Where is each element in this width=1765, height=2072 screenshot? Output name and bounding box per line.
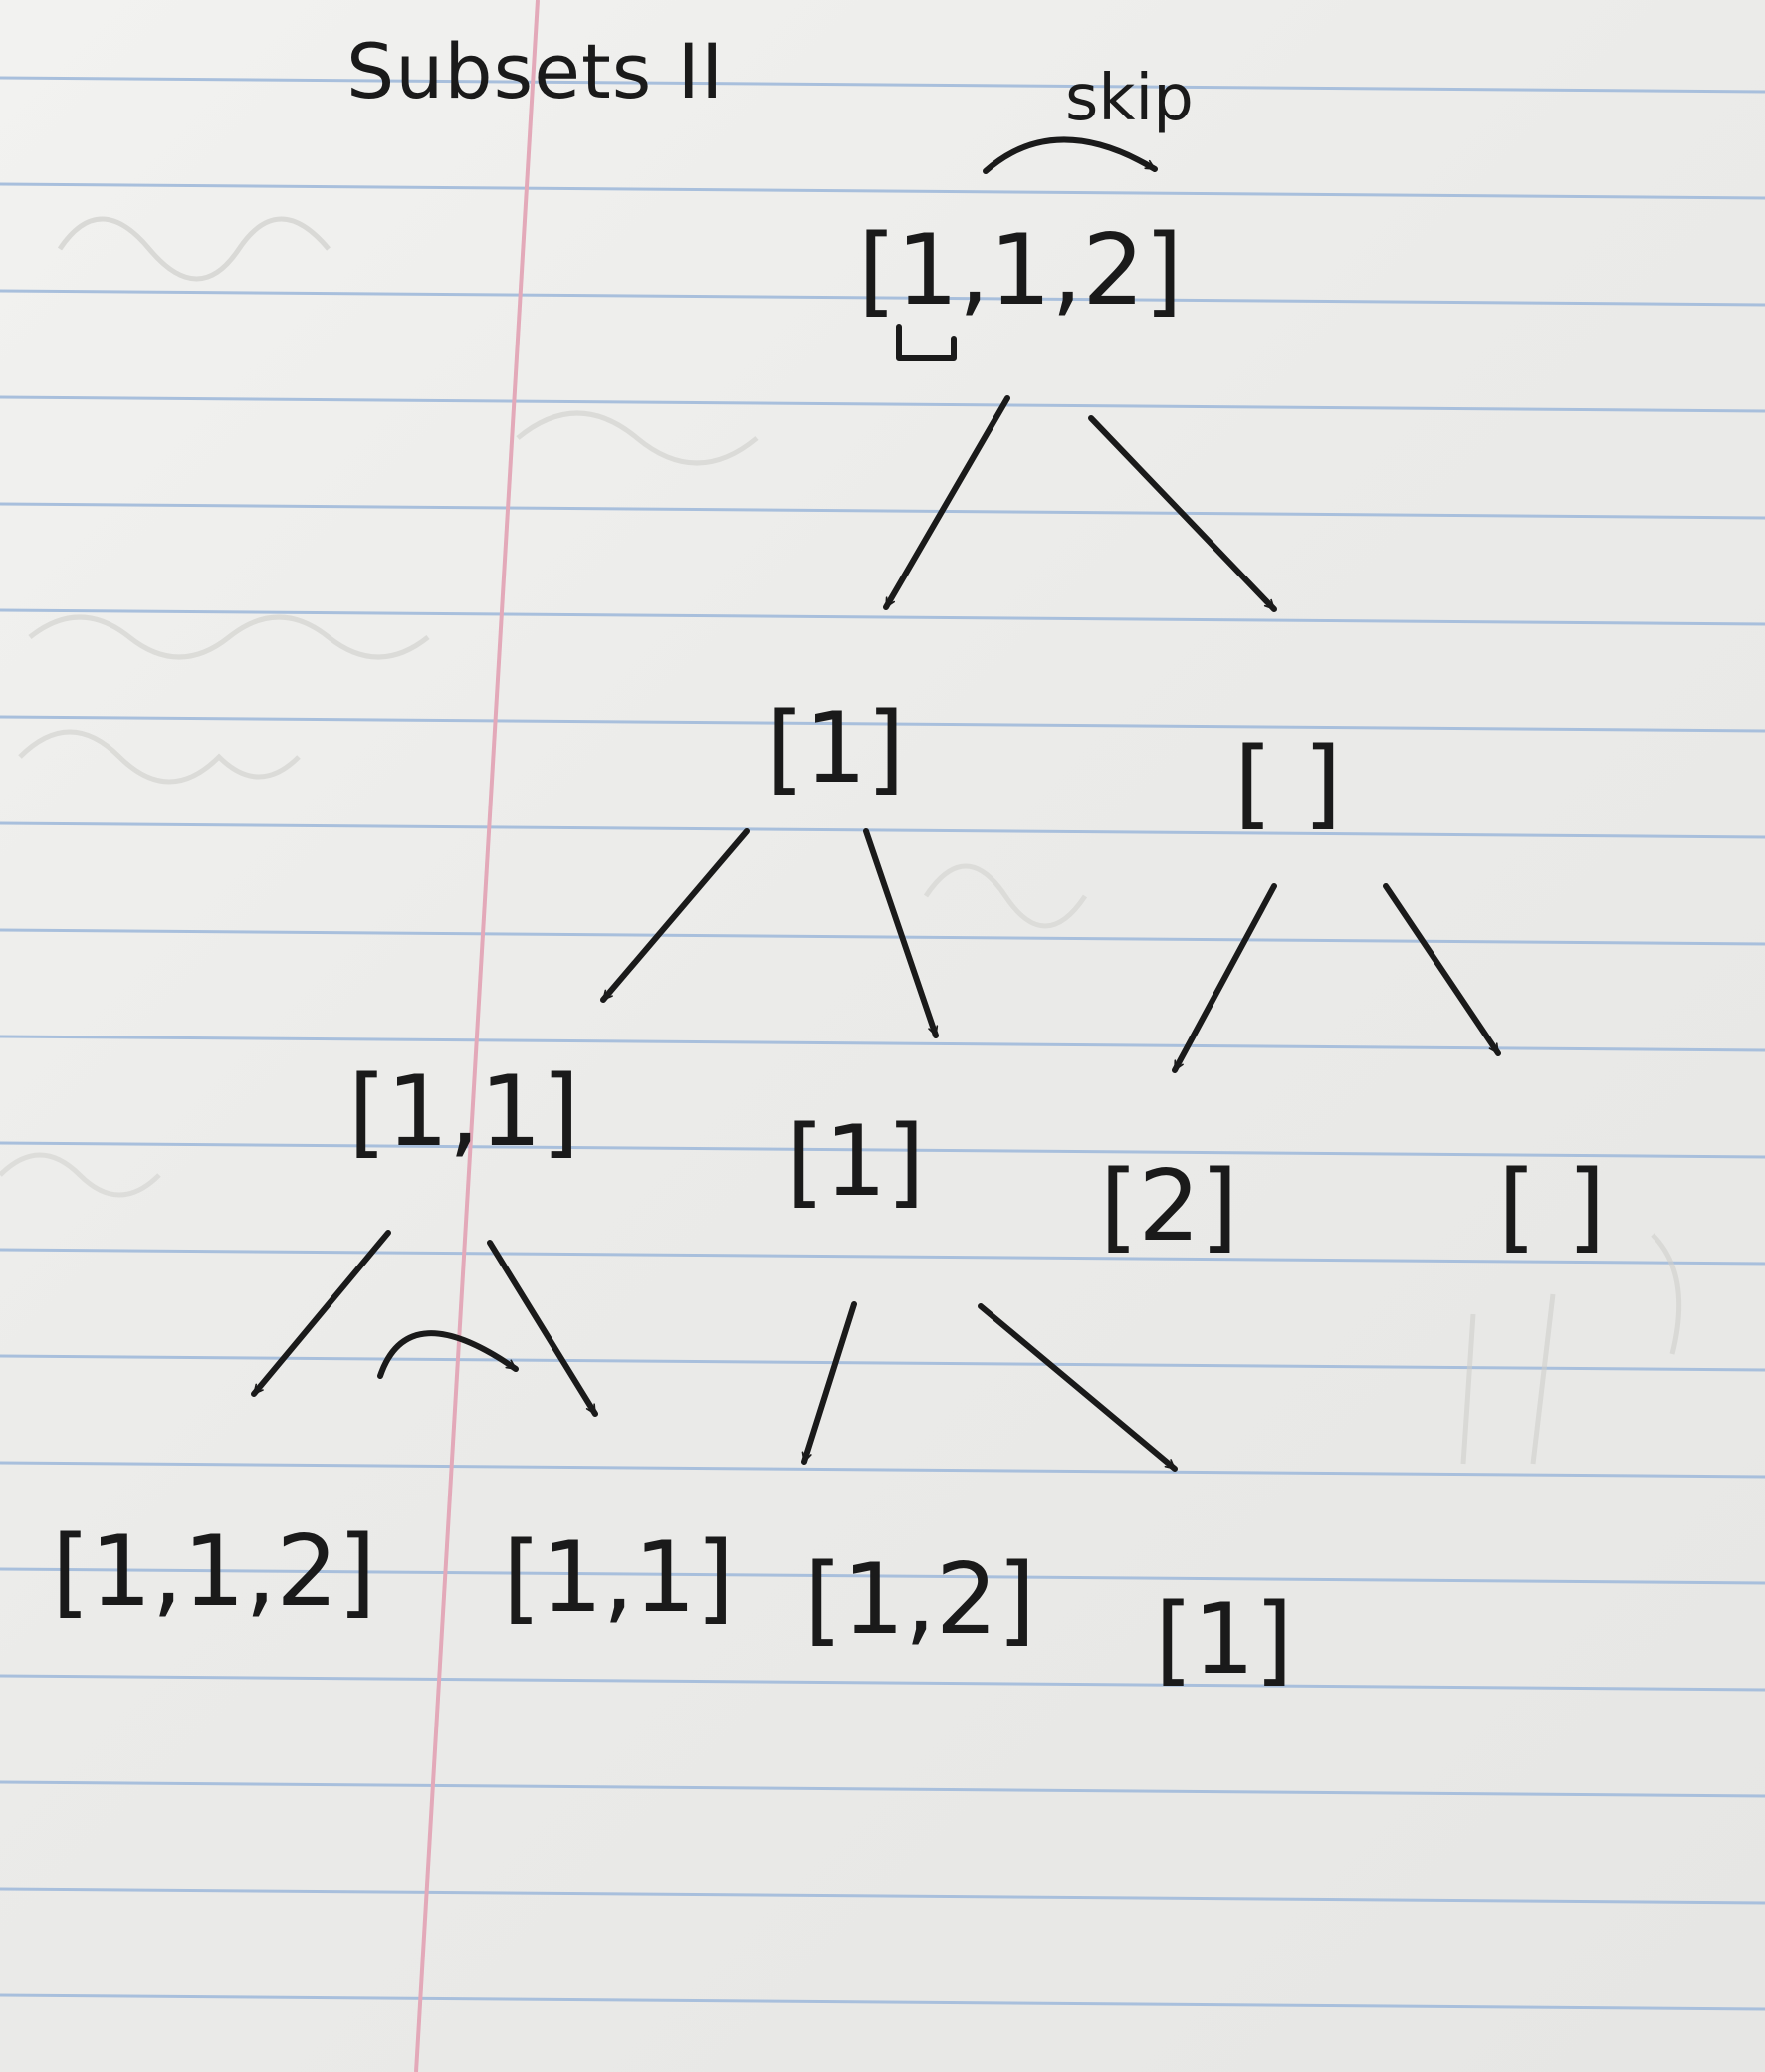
level1-left-node: [1] [767, 692, 905, 806]
edge-l2a-to-l3b [490, 1243, 595, 1414]
edge-l2b-to-l3d [981, 1306, 1175, 1469]
edge-l2a-to-l3a [254, 1233, 388, 1394]
margin-line [416, 0, 538, 2072]
skip-annotation: skip [1065, 62, 1194, 135]
level2-a-node: [1,1] [348, 1055, 580, 1169]
skip-arrow [986, 139, 1155, 171]
ruled-lines [0, 78, 1765, 2009]
level2-d-node: [ ] [1498, 1150, 1606, 1264]
first-element-bracket [899, 327, 954, 358]
level3-d-node: [1] [1155, 1583, 1293, 1697]
level3-b-node: [1,1] [503, 1521, 735, 1635]
edge-l1right-to-l2c [1175, 886, 1274, 1070]
bleed-through-marks [0, 219, 1679, 1464]
level1-right-node: [ ] [1234, 727, 1342, 840]
skip-duplicate-arrow [380, 1333, 516, 1376]
level3-a-node: [1,1,2] [52, 1515, 376, 1629]
level3-c-node: [1,2] [804, 1543, 1036, 1657]
edge-l1left-to-l2a [603, 831, 747, 1000]
edge-l2b-to-l3c [804, 1304, 854, 1462]
edge-l1right-to-l2d [1386, 886, 1498, 1053]
level2-b-node: [1] [786, 1105, 925, 1219]
edge-l1left-to-l2b [866, 831, 936, 1036]
level2-c-node: [2] [1100, 1150, 1238, 1264]
edge-root-to-l1-left [886, 398, 1007, 607]
root-node: [1,1,2] [858, 214, 1183, 328]
title: Subsets II [346, 27, 725, 115]
